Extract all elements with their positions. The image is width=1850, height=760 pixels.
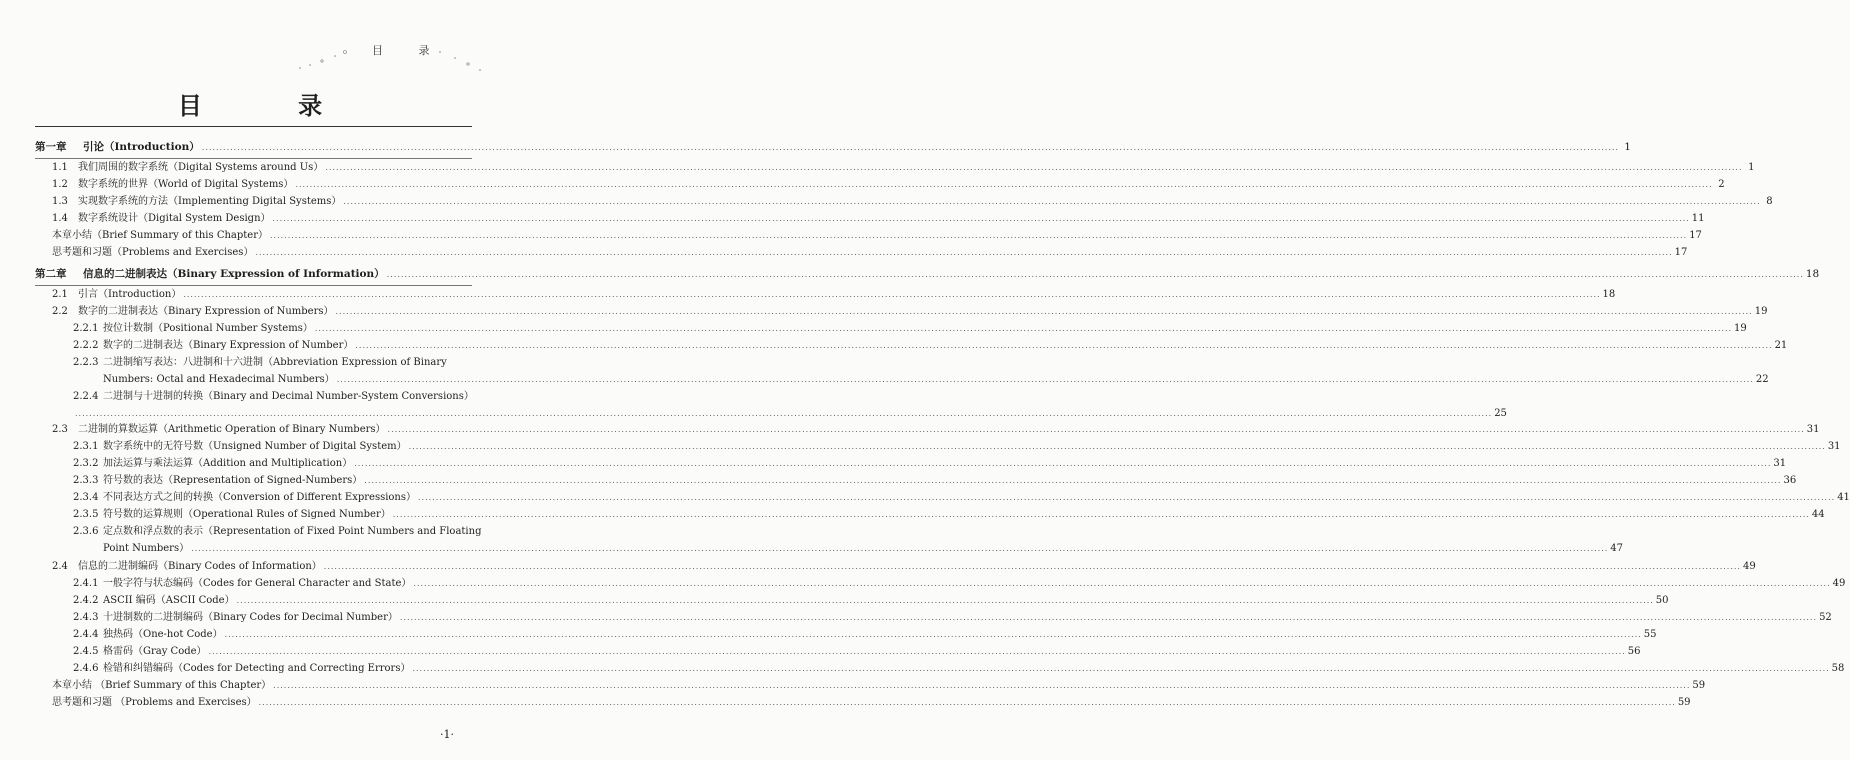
toc-entry-number: 2.3 <box>52 424 68 435</box>
toc-entry-title: 按位计数制（Positional Number Systems） <box>103 323 313 334</box>
toc-entry-title: 不同表达方式之间的转换（Conversion of Different Expressions） <box>103 492 416 503</box>
toc-entry-page: 58 <box>1831 663 1845 674</box>
toc-entry-title: 我们周围的数字系统（Digital Systems around Us） <box>78 162 324 173</box>
dot-leader: ................................................................................................................................................................................................................................................................................................................................................................................................................ <box>392 510 1810 519</box>
toc-entry-number: 2.2.2 <box>73 340 99 351</box>
toc-entry-title: 信息的二进制编码（Binary Codes of Information） <box>78 561 322 572</box>
toc-entry-title: 引言（Introduction） <box>78 289 182 300</box>
dot-leader: ................................................................................................................................................................................................................................................................................................................................................................................................................ <box>183 290 1601 299</box>
toc-entry-title: 数字系统设计（Digital System Design） <box>78 213 271 224</box>
toc-entry-number: 2.4.3 <box>73 612 99 623</box>
toc-entry-page: 11 <box>1691 213 1705 224</box>
toc-entry[interactable] <box>73 491 1850 505</box>
toc-entry-title: 加法运算与乘法运算（Addition and Multiplication） <box>103 458 353 469</box>
toc-entry-number: 2.2.4 <box>73 391 99 402</box>
dot-leader: ................................................................................................................................................................................................................................................................................................................................................................................................................ <box>295 180 1713 189</box>
toc-entry-page: 55 <box>1643 629 1657 640</box>
toc-entry[interactable] <box>52 288 1616 302</box>
toc-entry-page: 56 <box>1627 646 1641 657</box>
page-number: ·1· <box>440 728 454 741</box>
toc-entry-page: 31 <box>1827 441 1841 452</box>
toc-entry[interactable] <box>73 645 1641 659</box>
toc-entry[interactable] <box>52 305 1768 319</box>
dot-leader: ................................................................................................................................................................................................................................................................................................................................................................................................................ <box>412 664 1830 673</box>
page-title: 目 录 <box>177 92 367 120</box>
toc-entry-title: 符号数的运算规则（Operational Rules of Signed Number） <box>103 509 391 520</box>
toc-entry-page: 1 <box>1624 141 1631 153</box>
toc-entry-number: 1.1 <box>52 162 68 173</box>
toc-entry-number: 第二章 <box>35 268 67 280</box>
toc-entry-continuation <box>103 542 1624 556</box>
toc-entry-page: 1 <box>1748 162 1755 173</box>
toc-entry-page: 17 <box>1689 230 1702 241</box>
dot-leader: ................................................................................................................................................................................................................................................................................................................................................................................................................ <box>255 248 1673 257</box>
toc-entry-number: 2.3.5 <box>73 509 99 520</box>
dot-leader: ................................................................................................................................................................................................................................................................................................................................................................................................................ <box>386 270 1804 279</box>
toc-entry-title: 思考题和习题 （Problems and Exercises） <box>52 697 257 708</box>
toc-entry[interactable] <box>52 161 1755 175</box>
toc-entry-title: 二进制缩写表达：八进制和十六进制（Abbreviation Expression of Binary <box>103 357 447 368</box>
toc-entry[interactable] <box>52 246 1688 260</box>
toc-entry-continuation <box>73 407 1507 421</box>
toc-entry[interactable] <box>73 611 1832 625</box>
toc-entry-title: 数字系统的世界（World of Digital Systems） <box>78 179 294 190</box>
toc-entry-title-cont: Numbers: Octal and Hexadecimal Numbers） <box>103 374 335 385</box>
toc-entry-title: 二进制的算数运算（Arithmetic Operation of Binary Numbers） <box>78 424 386 435</box>
toc-entry-page: 47 <box>1610 543 1624 554</box>
toc-entry-title: 十进制数的二进制编码（Binary Codes for Decimal Number） <box>103 612 398 623</box>
toc-entry-page: 19 <box>1754 306 1768 317</box>
toc-entry-page: 59 <box>1677 697 1691 708</box>
toc-entry-number: 1.3 <box>52 196 68 207</box>
toc-entry-page: 36 <box>1783 475 1797 486</box>
toc-entry[interactable] <box>73 508 1825 522</box>
toc-entry-number: 2.4 <box>52 561 68 572</box>
toc-entry-page: 59 <box>1692 680 1706 691</box>
toc-entry-page: 18 <box>1805 268 1820 280</box>
toc-entry[interactable] <box>73 356 472 370</box>
dot-leader: ................................................................................................................................................................................................................................................................................................................................................................................................................ <box>323 562 1741 571</box>
toc-entry-title: 思考题和习题（Problems and Exercises） <box>52 247 254 258</box>
toc-entry-page: 18 <box>1602 289 1616 300</box>
toc-entry-title: ASCII 编码（ASCII Code） <box>103 595 235 606</box>
toc-entry-title: 信息的二进制表达（Binary Expression of Information） <box>83 268 385 280</box>
toc-entry-number: 2.4.5 <box>73 646 99 657</box>
toc-entry-page: 8 <box>1766 196 1773 207</box>
toc-entry-title: 检错和纠错编码（Codes for Detecting and Correcting Errors） <box>103 663 411 674</box>
toc-entry-title: 引论（Introduction） <box>83 141 200 153</box>
toc-entry[interactable] <box>35 267 1820 282</box>
toc-entry[interactable] <box>52 229 1702 243</box>
toc-entry-title: 实现数字系统的方法（Implementing Digital Systems） <box>78 196 342 207</box>
dot-leader: ................................................................................................................................................................................................................................................................................................................................................................................................................ <box>224 630 1642 639</box>
toc-entry-page: 52 <box>1819 612 1832 623</box>
toc-entry[interactable] <box>52 560 1756 574</box>
dot-leader: ................................................................................................................................................................................................................................................................................................................................................................................................................ <box>273 681 1691 690</box>
dot-leader: ................................................................................................................................................................................................................................................................................................................................................................................................................ <box>418 493 1836 502</box>
toc-entry-page: 49 <box>1832 578 1846 589</box>
toc-entry[interactable] <box>73 440 1841 454</box>
dot-leader: ................................................................................................................................................................................................................................................................................................................................................................................................................ <box>399 613 1818 622</box>
toc-entry-title: 数字的二进制表达（Binary Expression of Number） <box>103 340 354 351</box>
running-head <box>0 38 500 58</box>
toc-entry[interactable] <box>73 474 1797 488</box>
toc-entry[interactable] <box>52 423 1820 437</box>
toc-entry-page: 49 <box>1742 561 1756 572</box>
toc-entry[interactable] <box>73 594 1669 608</box>
dot-leader: ................................................................................................................................................................................................................................................................................................................................................................................................................ <box>258 698 1676 707</box>
toc-entry-title: 一般字符与状态编码（Codes for General Character and State） <box>103 578 412 589</box>
dot-leader: ................................................................................................................................................................................................................................................................................................................................................................................................................ <box>354 459 1772 468</box>
toc-entry-number: 2.4.4 <box>73 629 99 640</box>
dot-leader: ................................................................................................................................................................................................................................................................................................................................................................................................................ <box>236 596 1654 605</box>
dot-leader: ................................................................................................................................................................................................................................................................................................................................................................................................................ <box>364 476 1782 485</box>
toc-entry-number: 1.2 <box>52 179 68 190</box>
toc-entry-page: 2 <box>1718 179 1725 190</box>
toc-entry-page: 17 <box>1674 247 1688 258</box>
dot-leader: ................................................................................................................................................................................................................................................................................................................................................................................................................ <box>408 442 1826 451</box>
toc-entry-number: 2.1 <box>52 289 68 300</box>
chapter-divider <box>35 158 472 159</box>
toc-entry[interactable] <box>73 322 1747 336</box>
toc-entry-page: 50 <box>1655 595 1669 606</box>
toc-entry[interactable] <box>35 140 1631 155</box>
toc-entry-page: 31 <box>1773 458 1787 469</box>
running-head-label: 目 录 <box>372 44 446 57</box>
toc-entry[interactable] <box>73 662 1845 676</box>
toc-entry-title-cont: Point Numbers） <box>103 543 190 554</box>
chapter-divider <box>35 285 472 286</box>
toc-entry[interactable] <box>73 390 472 404</box>
toc-entry-number: 第一章 <box>35 141 67 153</box>
toc-entry[interactable] <box>73 457 1787 471</box>
toc-entry-number: 2.2.3 <box>73 357 99 368</box>
toc-entry-page: 44 <box>1811 509 1825 520</box>
toc-entry-title: 符号数的表达（Representation of Signed-Numbers） <box>103 475 363 486</box>
toc-entry-page: 22 <box>1755 374 1769 385</box>
toc-entry-page: 25 <box>1494 408 1507 419</box>
toc-entry-title: 独热码（One-hot Code） <box>103 629 223 640</box>
toc-entry[interactable] <box>73 339 1788 353</box>
toc-entry-number: 2.4.6 <box>73 663 99 674</box>
dot-leader: ................................................................................................................................................................................................................................................................................................................................................................................................................ <box>413 579 1831 588</box>
toc-entry[interactable] <box>52 178 1725 192</box>
toc-entry[interactable] <box>52 195 1773 209</box>
toc-entry-title: 数字的二进制表达（Binary Expression of Numbers） <box>78 306 334 317</box>
dot-leader: ................................................................................................................................................................................................................................................................................................................................................................................................................ <box>191 544 1609 553</box>
dot-leader: ................................................................................................................................................................................................................................................................................................................................................................................................................ <box>355 341 1773 350</box>
toc-entry-number: 1.4 <box>52 213 68 224</box>
toc-entry-continuation <box>103 373 1769 387</box>
toc-entry-title: 格雷码（Gray Code） <box>103 646 207 657</box>
toc-entry-title: 定点数和浮点数的表示（Representation of Fixed Point Numbers and Floating <box>103 526 482 537</box>
toc-entry-number: 2.2 <box>52 306 68 317</box>
toc-entry-number: 2.3.3 <box>73 475 99 486</box>
toc-entry-page: 41 <box>1837 492 1850 503</box>
toc-entry-number: 2.3.1 <box>73 441 99 452</box>
dot-leader: ................................................................................................................................................................................................................................................................................................................................................................................................................ <box>325 163 1743 172</box>
toc-entry-number: 2.4.1 <box>73 578 99 589</box>
toc-entry-number: 2.4.2 <box>73 595 99 606</box>
dot-leader: ................................................................................................................................................................................................................................................................................................................................................................................................................ <box>272 214 1690 223</box>
toc-entry-title: 本章小结 （Brief Summary of this Chapter） <box>52 680 272 691</box>
toc-entry[interactable] <box>52 696 1691 710</box>
toc-entry-number: 2.2.1 <box>73 323 99 334</box>
dot-leader: ................................................................................................................................................................................................................................................................................................................................................................................................................ <box>201 143 1619 152</box>
toc-entry-number: 2.3.4 <box>73 492 99 503</box>
toc-entry-number: 2.3.2 <box>73 458 99 469</box>
dot-leader: ................................................................................................................................................................................................................................................................................................................................................................................................................ <box>270 231 1688 240</box>
toc-entry-page: 21 <box>1774 340 1788 351</box>
toc-entry[interactable] <box>73 628 1657 642</box>
toc-entry-title: 数字系统中的无符号数（Unsigned Number of Digital System） <box>103 441 407 452</box>
dot-leader: ................................................................................................................................................................................................................................................................................................................................................................................................................ <box>75 409 1493 418</box>
toc-entry-title: 二进制与十进制的转换（Binary and Decimal Number-System Conversions） <box>103 391 474 402</box>
dot-leader: ................................................................................................................................................................................................................................................................................................................................................................................................................ <box>314 324 1733 333</box>
dot-leader: ................................................................................................................................................................................................................................................................................................................................................................................................................ <box>387 425 1805 434</box>
title-rule <box>35 126 472 127</box>
toc-entry-page: 31 <box>1806 424 1820 435</box>
dot-leader: ................................................................................................................................................................................................................................................................................................................................................................................................................ <box>335 307 1753 316</box>
dot-leader: ................................................................................................................................................................................................................................................................................................................................................................................................................ <box>208 647 1626 656</box>
dot-leader: ................................................................................................................................................................................................................................................................................................................................................................................................................ <box>343 197 1761 206</box>
toc-entry-title: 本章小结（Brief Summary of this Chapter） <box>52 230 268 241</box>
toc-entry-page: 19 <box>1734 323 1747 334</box>
toc-entry[interactable] <box>73 577 1846 591</box>
toc-entry-number: 2.3.6 <box>73 526 99 537</box>
toc-entry[interactable] <box>73 525 482 539</box>
toc-entry[interactable] <box>52 679 1706 693</box>
toc-entry[interactable] <box>52 212 1705 226</box>
dot-leader: ................................................................................................................................................................................................................................................................................................................................................................................................................ <box>336 375 1754 384</box>
